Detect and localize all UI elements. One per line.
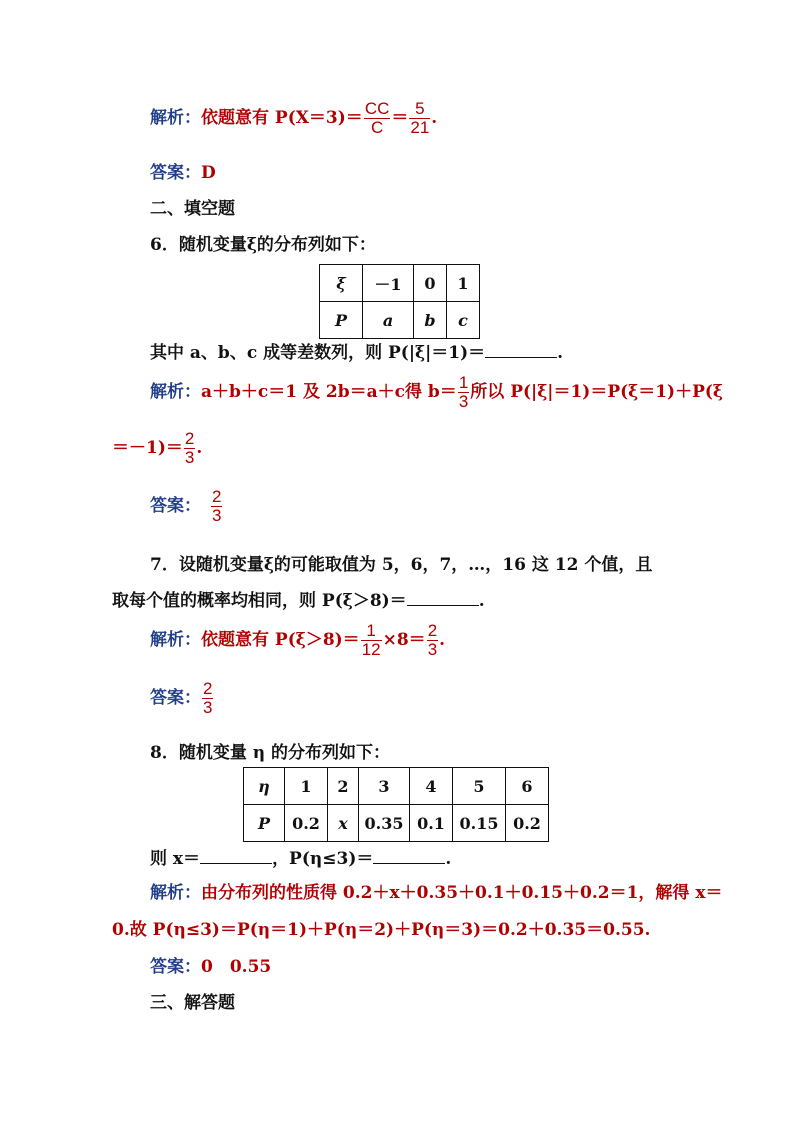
q8-analysis-line-1: 解析：由分布列的性质得 0.2＋x＋0.35＋0.1＋0.15＋0.2＝1，解得 x＝ (150, 883, 723, 903)
answer-blank (200, 849, 272, 864)
q6-fraction-b: $\frac{1}{3}$ (458, 373, 469, 411)
q8-distribution-table (243, 767, 549, 842)
q5-analysis-text: 依题意有 P(X＝3)＝ (201, 107, 363, 128)
table-cell: 0.2 (506, 805, 549, 842)
analysis-label: 解析： (150, 381, 201, 402)
table-cell: 1 (447, 265, 480, 302)
table-cell: 4 (410, 768, 453, 805)
q5-analysis: 解析：依题意有 P(X＝3)＝ $\frac{CC}{C}$ ＝ $\frac{5}{21}$ . (150, 99, 438, 137)
q6-analysis-line-1: 解析：a＋b＋c＝1 及 2b＝a＋c得 b＝ $\frac{1}{3}$ 所以 P(|ξ|＝1)＝P(ξ＝1)＋P(ξ (150, 373, 723, 411)
q5-fraction-1: $\frac{CC}{C}$ (364, 99, 390, 137)
q6-analysis-line-2: ＝－1)＝ $\frac{2}{3}$ . (112, 429, 203, 467)
table-cell: P (320, 302, 363, 339)
q7-answer (150, 680, 214, 717)
table-cell: x (328, 805, 359, 842)
q5-answer-value: D (201, 163, 216, 183)
table-cell: 0.15 (453, 805, 506, 842)
answer-label: 答案： (150, 687, 201, 708)
q6-answer-fraction: $\frac{2}{3}$ (212, 487, 222, 525)
table-cell: η (244, 768, 285, 805)
table-row (244, 805, 549, 842)
q6-distribution-table (319, 264, 480, 339)
q8-answer (150, 952, 271, 977)
table-cell: 0.1 (410, 805, 453, 842)
answer-blank (373, 849, 445, 864)
q7-analysis: 解析：依题意有 P(ξ＞8)＝ $\frac{1}{12}$ ×8＝ $\frac{2}{3}$ . (150, 621, 446, 659)
q8-analysis-line-2: 0.故 P(η≤3)＝P(η＝1)＋P(η＝2)＋P(η＝3)＝0.2＋0.35＝0.55. (112, 920, 651, 940)
table-cell: 3 (359, 768, 410, 805)
q7-line-2: 取每个值的概率均相同，则 P(ξ＞8)＝ . (112, 591, 485, 611)
q8-prompt: 8．随机变量 η 的分布列如下： (150, 743, 391, 763)
table-cell: －1 (363, 265, 414, 302)
q5-fraction-2: $\frac{5}{21}$ (410, 99, 430, 137)
table-cell: 2 (328, 768, 359, 805)
table-cell: ξ (320, 265, 363, 302)
section-heading-2: 二、填空题 (150, 199, 235, 219)
q7-answer-fraction: $\frac{2}{3}$ (203, 679, 213, 717)
q7-fraction-1: $\frac{1}{12}$ (361, 621, 381, 659)
answer-blank (407, 591, 479, 606)
q6-answer (150, 488, 223, 525)
answer-label: 答案： (150, 163, 201, 183)
analysis-label: 解析： (150, 629, 201, 650)
q7-line-1: 7．设随机变量ξ的可能取值为 5，6，7，…，16 这 12 个值，且 (150, 555, 653, 575)
table-cell: 6 (506, 768, 549, 805)
q7-fraction-2: $\frac{2}{3}$ (427, 621, 438, 659)
table-row (244, 768, 549, 805)
table-row (320, 302, 480, 339)
answer-label: 答案： (150, 957, 201, 977)
table-cell: 1 (285, 768, 328, 805)
table-row (320, 265, 480, 302)
table-cell: b (414, 302, 447, 339)
table-cell: a (363, 302, 414, 339)
analysis-label: 解析： (150, 107, 201, 128)
q6-prompt: 6．随机变量ξ的分布列如下： (150, 235, 376, 255)
table-cell: 0.2 (285, 805, 328, 842)
answer-label: 答案： (150, 495, 201, 516)
q6-condition: 其中 a、b、c 成等差数列，则 P(|ξ|＝1)＝ . (150, 343, 564, 363)
answer-blank (485, 343, 557, 358)
table-cell: 0 (414, 265, 447, 302)
table-cell: P (244, 805, 285, 842)
q5-answer (150, 158, 216, 183)
q6-fraction-result: $\frac{2}{3}$ (184, 429, 195, 467)
section-heading-3: 三、解答题 (150, 993, 235, 1013)
q8-answer-value: 0 0.55 (201, 957, 272, 977)
table-cell: c (447, 302, 480, 339)
q8-question: 则 x＝ ，P(η≤3)＝ . (150, 849, 452, 869)
table-cell: 5 (453, 768, 506, 805)
analysis-label: 解析： (150, 883, 201, 903)
table-cell: 0.35 (359, 805, 410, 842)
